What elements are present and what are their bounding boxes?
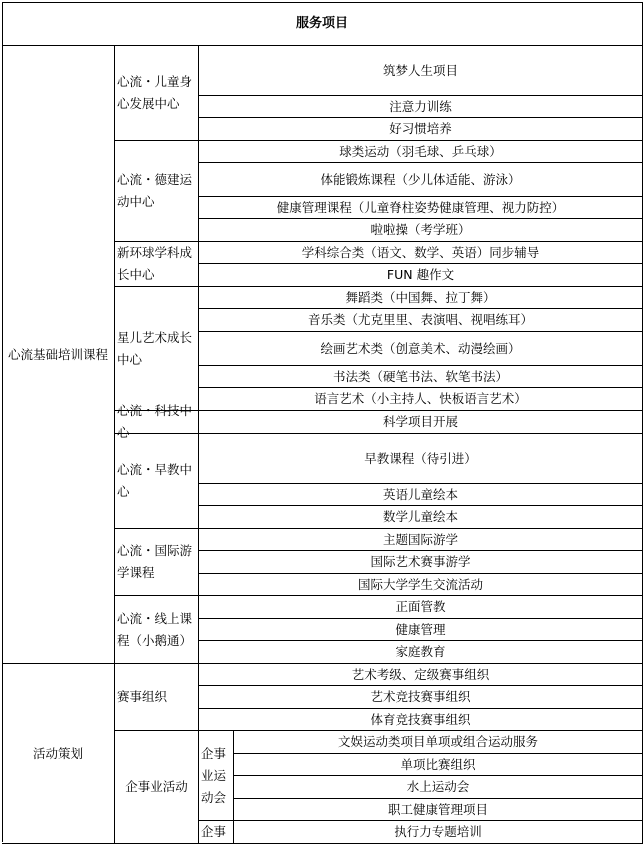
item-cell: 好习惯培养 [199, 118, 643, 141]
item-cell: 国际大学学生交流活动 [199, 574, 643, 596]
item-cell: FUN 趣作文 [199, 264, 643, 287]
item-cell: 注意力训练 [199, 96, 643, 118]
item-cell: 执行力专题培训 [234, 821, 643, 844]
item-cell: 学科综合类（语文、数学、英语）同步辅导 [199, 242, 643, 264]
item-cell: 绘画艺术类（创意美术、动漫绘画） [199, 332, 643, 366]
item-cell: 艺术考级、定级赛事组织 [199, 664, 643, 686]
group-label: 赛事组织 [115, 664, 199, 731]
item-cell: 水上运动会 [234, 776, 643, 799]
item-cell: 语言艺术（小主持人、快板语言艺术） [199, 388, 643, 411]
item-cell: 书法类（硬笔书法、软笔书法） [199, 366, 643, 388]
item-cell: 健康管理 [199, 619, 643, 641]
group-label: 企事业活动 [115, 731, 199, 844]
group-label: 心流・德建运动中心 [115, 141, 199, 242]
group-label: 心流・科技中心 [115, 411, 199, 434]
item-cell: 职工健康管理项目 [234, 799, 643, 821]
subgroup-label: 企事 [199, 821, 234, 844]
item-cell: 早教课程（待引进） [199, 434, 643, 484]
item-cell: 体能锻炼课程（少儿体适能、游泳） [199, 163, 643, 197]
group-label: 心流・国际游学课程 [115, 529, 199, 596]
item-cell: 数学儿童绘本 [199, 506, 643, 529]
item-cell: 啦啦操（考学班） [199, 219, 643, 242]
item-cell: 体育竞技赛事组织 [199, 709, 643, 731]
item-cell: 舞蹈类（中国舞、拉丁舞） [199, 287, 643, 309]
section-label: 活动策划 [2, 664, 115, 844]
item-cell: 艺术竞技赛事组织 [199, 686, 643, 709]
group-label: 心流・早教中心 [115, 434, 199, 529]
group-label: 心流・线上课程（小鹅通） [115, 596, 199, 664]
group-label: 新环球学科成长中心 [115, 242, 199, 287]
section-label: 心流基础培训课程 [2, 46, 115, 664]
item-cell: 英语儿童绘本 [199, 484, 643, 506]
subgroup-label: 企事业运动会 [199, 731, 234, 821]
group-label: 心流・儿童身心发展中心 [115, 46, 199, 141]
group-label: 星儿艺术成长中心 [115, 287, 199, 411]
item-cell: 家庭教育 [199, 641, 643, 664]
item-cell: 健康管理课程（儿童脊柱姿势健康管理、视力防控） [199, 197, 643, 219]
item-cell: 国际艺术赛事游学 [199, 551, 643, 574]
item-cell: 正面管教 [199, 596, 643, 619]
item-cell: 球类运动（羽毛球、乒乓球） [199, 141, 643, 163]
item-cell: 文娱运动类项目单项或组合运动服务 [234, 731, 643, 754]
item-cell: 筑梦人生项目 [199, 46, 643, 96]
item-cell: 音乐类（尤克里里、表演唱、视唱练耳） [199, 309, 643, 332]
item-cell: 科学项目开展 [199, 411, 643, 434]
item-cell: 主题国际游学 [199, 529, 643, 551]
item-cell: 单项比赛组织 [234, 754, 643, 776]
table-title: 服务项目 [2, 2, 643, 46]
